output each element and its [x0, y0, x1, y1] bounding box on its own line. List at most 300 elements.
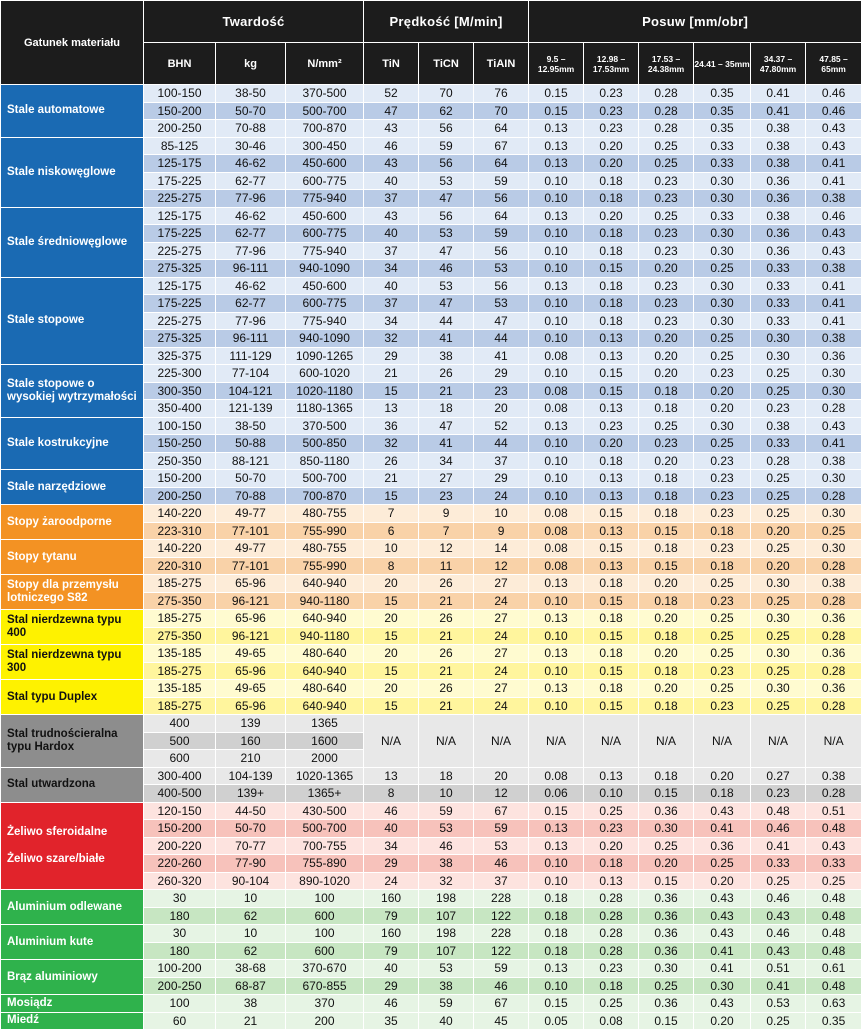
feed-header: Posuw [mm/obr] — [529, 1, 861, 43]
value-cell: 77-96 — [216, 242, 286, 260]
table-row — [1, 1012, 861, 1030]
value-cell: 370-500 — [286, 85, 364, 103]
value-cell: 0.20 — [639, 347, 694, 365]
material-name: Stopy dla przemysłu lotniczego S82 — [7, 579, 119, 604]
value-cell: 480-640 — [286, 645, 364, 663]
value-cell: 0.25 — [639, 417, 694, 435]
value-cell: 52 — [364, 85, 419, 103]
value-cell: 59 — [419, 995, 474, 1013]
material-name: Stal typu Duplex — [7, 690, 98, 703]
value-cell: 13 — [364, 767, 419, 785]
material-group-label — [1, 85, 144, 138]
value-cell: 0.23 — [694, 592, 751, 610]
table-row — [1, 680, 861, 698]
value-cell: 15 — [364, 592, 419, 610]
value-cell: 0.18 — [694, 522, 751, 540]
value-cell: 0.25 — [751, 872, 806, 890]
value-cell: 0.13 — [584, 522, 639, 540]
value-cell: 670-855 — [286, 977, 364, 995]
value-cell: 0.20 — [694, 1012, 751, 1030]
value-cell: 14 — [474, 540, 529, 558]
value-cell: 46 — [419, 260, 474, 278]
value-cell: 49-65 — [216, 645, 286, 663]
value-cell: 27 — [474, 645, 529, 663]
value-cell: 140-220 — [144, 505, 216, 523]
value-cell: 26 — [364, 452, 419, 470]
value-cell: 0.33 — [694, 207, 751, 225]
na-cell: N/A — [529, 715, 584, 768]
value-cell: 44 — [474, 330, 529, 348]
value-cell: 0.08 — [529, 347, 584, 365]
value-cell: 0.30 — [694, 242, 751, 260]
value-cell: 59 — [474, 225, 529, 243]
table-row — [1, 540, 861, 558]
value-cell: 107 — [419, 942, 474, 960]
value-cell: 0.08 — [529, 557, 584, 575]
value-cell: 500-700 — [286, 470, 364, 488]
value-cell: 0.46 — [806, 85, 861, 103]
table-row — [1, 645, 861, 663]
value-cell: 0.48 — [806, 942, 861, 960]
value-cell: 40 — [364, 277, 419, 295]
table-row — [1, 890, 861, 908]
value-cell: 59 — [474, 820, 529, 838]
value-cell: 0.10 — [529, 592, 584, 610]
value-cell: 0.10 — [529, 242, 584, 260]
value-cell: 0.18 — [529, 890, 584, 908]
value-cell: 46-62 — [216, 155, 286, 173]
value-cell: 77-96 — [216, 312, 286, 330]
material-group-label — [1, 715, 144, 768]
value-cell: 0.33 — [694, 137, 751, 155]
value-cell: 0.15 — [529, 102, 584, 120]
value-cell: 150-200 — [144, 102, 216, 120]
value-cell: 96-111 — [216, 260, 286, 278]
value-cell: 0.28 — [751, 452, 806, 470]
value-cell: 0.43 — [806, 417, 861, 435]
value-cell: 15 — [364, 487, 419, 505]
value-cell: 121-139 — [216, 400, 286, 418]
value-cell: 15 — [364, 627, 419, 645]
value-cell: 300-350 — [144, 382, 216, 400]
value-cell: 850-1180 — [286, 452, 364, 470]
value-cell: 77-101 — [216, 557, 286, 575]
value-cell: 135-185 — [144, 645, 216, 663]
value-cell: 0.30 — [751, 610, 806, 628]
value-cell: 1600 — [286, 732, 364, 750]
value-cell: 0.28 — [639, 120, 694, 138]
value-cell: 0.10 — [529, 452, 584, 470]
value-cell: 37 — [474, 872, 529, 890]
value-cell: 0.13 — [529, 207, 584, 225]
subheader-col-5: TiAIN — [474, 43, 529, 85]
value-cell: 26 — [419, 575, 474, 593]
value-cell: 0.18 — [584, 172, 639, 190]
value-cell: 0.18 — [584, 225, 639, 243]
value-cell: 0.43 — [751, 942, 806, 960]
value-cell: 2000 — [286, 750, 364, 768]
value-cell: 27 — [474, 575, 529, 593]
na-cell: N/A — [584, 715, 639, 768]
value-cell: 0.38 — [751, 417, 806, 435]
value-cell: 0.43 — [694, 907, 751, 925]
value-cell: 64 — [474, 120, 529, 138]
value-cell: 41 — [474, 347, 529, 365]
value-cell: 0.15 — [584, 365, 639, 383]
value-cell: 0.25 — [639, 137, 694, 155]
value-cell: 940-1180 — [286, 627, 364, 645]
value-cell: 0.28 — [584, 942, 639, 960]
value-cell: 0.23 — [584, 417, 639, 435]
value-cell: 0.36 — [639, 942, 694, 960]
value-cell: 0.18 — [584, 452, 639, 470]
value-cell: 0.25 — [584, 995, 639, 1013]
value-cell: 15 — [364, 697, 419, 715]
value-cell: 0.51 — [751, 960, 806, 978]
value-cell: 0.38 — [751, 207, 806, 225]
value-cell: 600 — [144, 750, 216, 768]
value-cell: 0.18 — [584, 610, 639, 628]
value-cell: 0.38 — [751, 137, 806, 155]
speed-header: Prędkość [M/min] — [364, 1, 529, 43]
value-cell: 0.18 — [584, 575, 639, 593]
value-cell: 0.25 — [751, 697, 806, 715]
value-cell: 160 — [364, 890, 419, 908]
value-cell: 0.30 — [751, 645, 806, 663]
value-cell: 0.23 — [694, 505, 751, 523]
value-cell: 0.10 — [529, 295, 584, 313]
value-cell: 49-77 — [216, 540, 286, 558]
value-cell: 62-77 — [216, 225, 286, 243]
value-cell: 47 — [364, 102, 419, 120]
value-cell: 0.30 — [694, 225, 751, 243]
value-cell: 60 — [144, 1012, 216, 1030]
value-cell: 0.20 — [751, 557, 806, 575]
value-cell: 0.20 — [584, 207, 639, 225]
value-cell: 0.25 — [806, 872, 861, 890]
table-row — [1, 767, 861, 785]
value-cell: 44-50 — [216, 802, 286, 820]
value-cell: 50-88 — [216, 435, 286, 453]
material-name: Miedź — [7, 1014, 39, 1027]
value-cell: 20 — [364, 610, 419, 628]
value-cell: 104-139 — [216, 767, 286, 785]
value-cell: 1365 — [286, 715, 364, 733]
material-group-label — [1, 645, 144, 680]
value-cell: 0.28 — [806, 785, 861, 803]
value-cell: 100 — [286, 925, 364, 943]
value-cell: 228 — [474, 890, 529, 908]
value-cell: 0.25 — [751, 470, 806, 488]
value-cell: 0.10 — [529, 662, 584, 680]
value-cell: 0.10 — [529, 977, 584, 995]
value-cell: 0.43 — [806, 837, 861, 855]
value-cell: 0.10 — [529, 260, 584, 278]
value-cell: 0.15 — [584, 662, 639, 680]
value-cell: 37 — [474, 452, 529, 470]
value-cell: 140-220 — [144, 540, 216, 558]
value-cell: 0.25 — [639, 155, 694, 173]
value-cell: 0.15 — [584, 260, 639, 278]
value-cell: 0.20 — [584, 435, 639, 453]
value-cell: 0.25 — [639, 837, 694, 855]
value-cell: 41 — [419, 330, 474, 348]
value-cell: 26 — [419, 680, 474, 698]
value-cell: 0.15 — [639, 522, 694, 540]
value-cell: 46 — [364, 995, 419, 1013]
value-cell: 0.25 — [751, 540, 806, 558]
value-cell: 0.13 — [529, 820, 584, 838]
value-cell: 27 — [474, 680, 529, 698]
value-cell: 0.06 — [529, 785, 584, 803]
value-cell: 228 — [474, 925, 529, 943]
value-cell: 10 — [474, 505, 529, 523]
value-cell: 0.25 — [751, 592, 806, 610]
value-cell: 50-70 — [216, 470, 286, 488]
value-cell: 23 — [474, 382, 529, 400]
value-cell: 0.18 — [639, 662, 694, 680]
value-cell: 20 — [474, 767, 529, 785]
value-cell: 37 — [364, 295, 419, 313]
value-cell: 0.25 — [751, 627, 806, 645]
na-cell: N/A — [364, 715, 419, 768]
value-cell: 775-940 — [286, 312, 364, 330]
value-cell: 77-101 — [216, 522, 286, 540]
value-cell: 30-46 — [216, 137, 286, 155]
value-cell: 0.15 — [639, 872, 694, 890]
value-cell: 225-275 — [144, 190, 216, 208]
material-group-label — [1, 137, 144, 207]
material-group-label — [1, 960, 144, 995]
value-cell: 40 — [364, 820, 419, 838]
value-cell: 198 — [419, 890, 474, 908]
value-cell: 0.48 — [806, 890, 861, 908]
value-cell: 175-225 — [144, 295, 216, 313]
value-cell: 0.38 — [751, 120, 806, 138]
value-cell: 0.23 — [639, 312, 694, 330]
value-cell: 20 — [474, 400, 529, 418]
value-cell: 260-320 — [144, 872, 216, 890]
value-cell: 0.13 — [584, 470, 639, 488]
value-cell: 0.30 — [751, 575, 806, 593]
value-cell: 20 — [364, 645, 419, 663]
value-cell: 135-185 — [144, 680, 216, 698]
value-cell: 41 — [419, 435, 474, 453]
value-cell: 0.05 — [529, 1012, 584, 1030]
material-name-secondary: Żeliwo szare/białe — [7, 852, 105, 865]
value-cell: 0.33 — [751, 435, 806, 453]
value-cell: 37 — [364, 242, 419, 260]
value-cell: 0.48 — [806, 907, 861, 925]
value-cell: 0.61 — [806, 960, 861, 978]
value-cell: 79 — [364, 942, 419, 960]
value-cell: 85-125 — [144, 137, 216, 155]
value-cell: 0.20 — [694, 382, 751, 400]
value-cell: 49-65 — [216, 680, 286, 698]
material-name: Stale kostrukcyjne — [7, 436, 109, 449]
value-cell: 370-670 — [286, 960, 364, 978]
value-cell: 8 — [364, 785, 419, 803]
value-cell: 0.23 — [751, 400, 806, 418]
value-cell: 0.20 — [751, 522, 806, 540]
value-cell: 0.33 — [751, 312, 806, 330]
value-cell: 0.41 — [694, 820, 751, 838]
value-cell: 0.48 — [806, 925, 861, 943]
value-cell: 53 — [419, 960, 474, 978]
table-row — [1, 137, 861, 155]
value-cell: 0.23 — [639, 172, 694, 190]
value-cell: 20 — [364, 575, 419, 593]
value-cell: 0.35 — [694, 85, 751, 103]
value-cell: 53 — [419, 225, 474, 243]
value-cell: 0.18 — [584, 312, 639, 330]
value-cell: 0.38 — [806, 452, 861, 470]
value-cell: 0.38 — [806, 767, 861, 785]
value-cell: 0.43 — [751, 907, 806, 925]
value-cell: 40 — [364, 960, 419, 978]
table-row — [1, 505, 861, 523]
value-cell: 56 — [419, 120, 474, 138]
value-cell: 940-1090 — [286, 260, 364, 278]
value-cell: 0.18 — [639, 470, 694, 488]
subheader-col-4: TiCN — [419, 43, 474, 85]
value-cell: 0.23 — [694, 540, 751, 558]
subheader-col-10: 34.37 – 47.80mm — [751, 43, 806, 85]
value-cell: 0.08 — [529, 522, 584, 540]
value-cell: 0.25 — [694, 855, 751, 873]
value-cell: 120-150 — [144, 802, 216, 820]
material-group-label — [1, 802, 144, 890]
subheader-col-11: 47.85 – 65mm — [806, 43, 861, 85]
value-cell: 32 — [364, 435, 419, 453]
value-cell: 50-70 — [216, 102, 286, 120]
value-cell: 0.08 — [529, 505, 584, 523]
value-cell: 96-121 — [216, 627, 286, 645]
value-cell: 104-121 — [216, 382, 286, 400]
value-cell: 32 — [419, 872, 474, 890]
value-cell: 150-200 — [144, 820, 216, 838]
value-cell: 400-500 — [144, 785, 216, 803]
value-cell: 96-121 — [216, 592, 286, 610]
value-cell: 0.23 — [694, 487, 751, 505]
table-row — [1, 85, 861, 103]
value-cell: 0.10 — [529, 365, 584, 383]
value-cell: 325-375 — [144, 347, 216, 365]
table-row — [1, 610, 861, 628]
material-group-label — [1, 995, 144, 1013]
value-cell: 0.43 — [806, 225, 861, 243]
value-cell: 76 — [474, 85, 529, 103]
value-cell: 0.33 — [751, 277, 806, 295]
value-cell: 77-90 — [216, 855, 286, 873]
value-cell: 0.63 — [806, 995, 861, 1013]
value-cell: 0.15 — [529, 802, 584, 820]
value-cell: 1180-1365 — [286, 400, 364, 418]
value-cell: 0.10 — [529, 872, 584, 890]
value-cell: 0.15 — [529, 85, 584, 103]
value-cell: 0.15 — [639, 1012, 694, 1030]
value-cell: 0.36 — [806, 645, 861, 663]
value-cell: 23 — [419, 487, 474, 505]
value-cell: 160 — [364, 925, 419, 943]
value-cell: 0.13 — [584, 767, 639, 785]
value-cell: 0.35 — [806, 1012, 861, 1030]
value-cell: 0.28 — [584, 907, 639, 925]
value-cell: 139+ — [216, 785, 286, 803]
value-cell: 38 — [419, 347, 474, 365]
value-cell: 0.20 — [639, 645, 694, 663]
value-cell: 8 — [364, 557, 419, 575]
table-row — [1, 715, 861, 733]
value-cell: 0.18 — [584, 977, 639, 995]
value-cell: 0.18 — [639, 382, 694, 400]
value-cell: 21 — [419, 382, 474, 400]
value-cell: 0.18 — [529, 925, 584, 943]
value-cell: 150-250 — [144, 435, 216, 453]
value-cell: 0.43 — [694, 890, 751, 908]
value-cell: 0.30 — [751, 330, 806, 348]
value-cell: 0.35 — [694, 120, 751, 138]
value-cell: 0.20 — [694, 400, 751, 418]
material-name: Stale automatowe — [7, 104, 105, 117]
value-cell: 122 — [474, 942, 529, 960]
material-name: Stale stopowe — [7, 314, 85, 327]
value-cell: 200 — [286, 1012, 364, 1030]
value-cell: 1020-1180 — [286, 382, 364, 400]
material-group-label — [1, 890, 144, 925]
value-cell: 70 — [419, 85, 474, 103]
value-cell: 0.33 — [694, 155, 751, 173]
value-cell: 29 — [364, 977, 419, 995]
value-cell: 480-640 — [286, 680, 364, 698]
value-cell: 62-77 — [216, 172, 286, 190]
value-cell: 46 — [364, 137, 419, 155]
value-cell: 0.10 — [529, 627, 584, 645]
value-cell: 0.18 — [584, 855, 639, 873]
value-cell: 0.20 — [694, 872, 751, 890]
value-cell: 0.25 — [639, 977, 694, 995]
value-cell: 300-400 — [144, 767, 216, 785]
value-cell: 0.41 — [751, 977, 806, 995]
value-cell: 70-77 — [216, 837, 286, 855]
value-cell: 0.18 — [639, 540, 694, 558]
value-cell: 0.25 — [806, 522, 861, 540]
value-cell: 0.18 — [639, 505, 694, 523]
value-cell: 0.25 — [584, 802, 639, 820]
value-cell: 0.41 — [806, 155, 861, 173]
value-cell: 0.25 — [694, 435, 751, 453]
value-cell: 0.23 — [584, 102, 639, 120]
value-cell: 210 — [216, 750, 286, 768]
value-cell: 775-940 — [286, 242, 364, 260]
value-cell: 185-275 — [144, 575, 216, 593]
value-cell: 47 — [419, 242, 474, 260]
value-cell: 65-96 — [216, 610, 286, 628]
value-cell: 0.43 — [806, 137, 861, 155]
value-cell: 34 — [364, 837, 419, 855]
value-cell: 59 — [474, 960, 529, 978]
value-cell: 0.23 — [751, 785, 806, 803]
value-cell: 21 — [216, 1012, 286, 1030]
value-cell: 200-250 — [144, 120, 216, 138]
material-group-label — [1, 277, 144, 365]
material-group-label — [1, 365, 144, 418]
value-cell: 64 — [474, 207, 529, 225]
value-cell: 0.43 — [694, 995, 751, 1013]
value-cell: 0.10 — [529, 225, 584, 243]
value-cell: 38 — [216, 995, 286, 1013]
value-cell: 0.38 — [806, 190, 861, 208]
